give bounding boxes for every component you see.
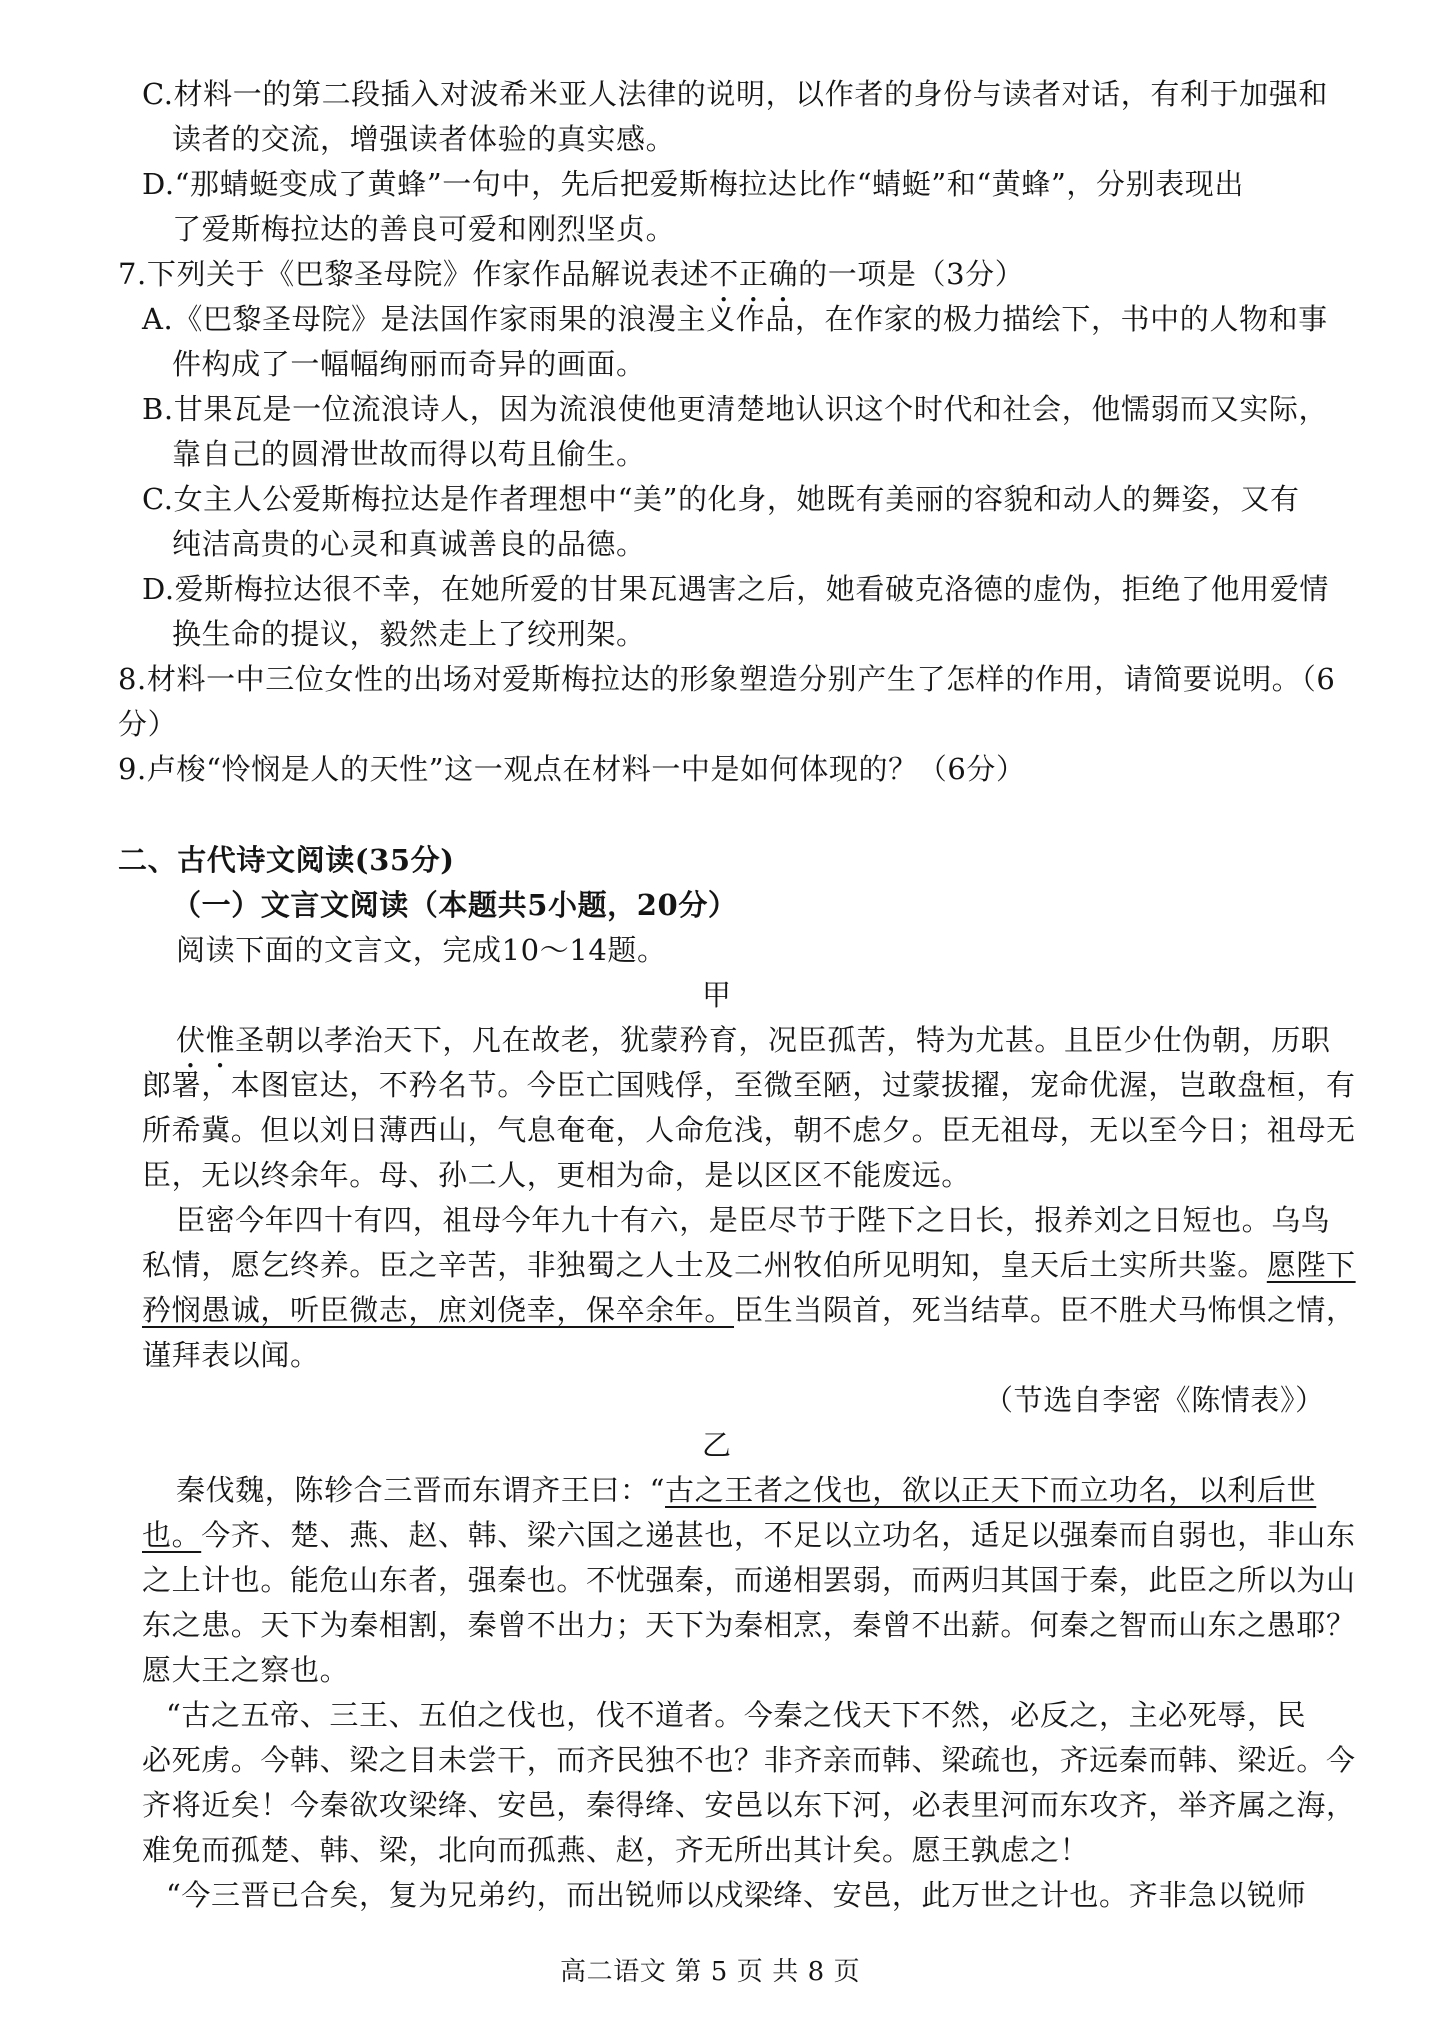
jia-para1-text: 圣朝以孝治天下，凡在故老，犹蒙矜育，况臣孤苦，特为尤甚。且臣少仕伪朝，历职 [235,1023,1331,1057]
yi-para1-line4: 东之患。天下为秦相割，秦曾不出力；天下为秦相烹，秦曾不出薪。何秦之智而山东之愚耶？ [142,1608,1356,1642]
jia-para2-text: 私情，愿乞终养。臣之辛苦，非独蜀之人士及二州牧伯所见明知，皇天后土实所共鉴。 [142,1248,1267,1282]
jia-para2-line4: 谨拜表以闻。 [142,1338,320,1372]
q7-option-a-line1: A.《巴黎圣母院》是法国作家雨果的浪漫主义作品，在作家的极力描绘下，书中的人物和事 [142,302,1328,336]
q7-option-b-line1: B.甘果瓦是一位流浪诗人，因为流浪使他更清楚地认识这个时代和社会，他懦弱而又实际， [142,392,1329,426]
q7-option-c-line2: 纯洁高贵的心灵和真诚善良的品德。 [172,527,646,561]
yi-para2-line2: 必死虏。今韩、梁之目未尝干，而齐民独不也？非齐亲而韩、梁疏也，齐远秦而韩、梁近。今 [142,1743,1356,1777]
jia-para1-line3: 所希冀。但以刘日薄西山，气息奄奄，人命危浅，朝不虑夕。臣无祖母，无以至今日；祖母无 [142,1113,1356,1147]
jia-para2-text: 臣生当陨首，死当结草。臣不胜犬马怖惧之情， [734,1293,1356,1327]
yi-para1-text: 秦伐魏，陈轸合三晋而东谓齐王曰：“ [176,1473,666,1507]
yi-para3-line1: “今三晋已合矣，复为兄弟约，而出锐师以戍梁绛、安邑，此万世之计也。齐非急以锐师 [166,1878,1307,1912]
q7-option-c-line1: C.女主人公爱斯梅拉达是作者理想中“美”的化身，她既有美丽的容貌和动人的舞姿，又有 [142,482,1300,516]
underlined-sentence: 也。 [142,1518,202,1552]
question-7-score: 的一项是（3分） [798,257,1025,291]
q7-option-a-line2: 件构成了一幅幅绚丽而奇异的画面。 [172,347,646,381]
yi-para1-line5: 愿大王之察也。 [142,1653,350,1687]
yi-para2-line1: “古之五帝、三王、五伯之伐也，伐不道者。今秦之伐天下不然，必反之，主必死辱，民 [166,1698,1307,1732]
q7-option-b-line2: 靠自己的圆滑世故而得以苟且偷生。 [172,437,646,471]
option-c-line2: 读者的交流，增强读者体验的真实感。 [172,122,676,156]
section-heading: 二、古代诗文阅读(35分) [118,843,455,877]
passage-source: （节选自李密《陈情表》） [984,1383,1325,1417]
question-7-stem: 7.下列关于《巴黎圣母院》作家作品解说表述 [118,257,710,291]
question-8-line2: 分） [118,707,178,741]
reading-instruction: 阅读下面的文言文，完成10～14题。 [176,933,667,967]
yi-para2-line3: 齐将近矣！今秦欲攻梁绛、安邑，秦得绛、安邑以东下河，必表里河而东攻齐，举齐属之海， [142,1788,1356,1822]
dotted-char: 惟 [205,1023,236,1057]
yi-para2-line4: 难免而孤楚、韩、梁，北向而孤燕、赵，齐无所出其计矣。愿王孰虑之！ [142,1833,1090,1867]
yi-para1-text: 今齐、楚、燕、赵、韩、梁六国之递甚也，不足以立功名，适足以强秦而自弱也，非山东 [201,1518,1356,1552]
passage-yi-label: 乙 [702,1428,732,1462]
underlined-sentence: 古之王者之伐也，欲以正天下而立功名，以利后世 [665,1473,1317,1507]
jia-para2-line3 [142,1288,1356,1332]
q7-option-d-line2: 换生命的提议，毅然走上了绞刑架。 [172,617,646,651]
option-d-line1: D.“那蜻蜓变成了黄蜂”一句中，先后把爱斯梅拉达比作“蜻蜓”和“黄蜂”，分别表现出 [142,167,1244,201]
jia-para2-line2 [142,1243,1356,1287]
yi-para1-line3: 之上计也。能危山东者，强秦也。不忧强秦，而递相罢弱，而两归其国于秦，此臣之所以为山 [142,1563,1356,1597]
q7-option-d-line1: D.爱斯梅拉达很不幸，在她所爱的甘果瓦遇害之后，她看破克洛德的虚伪，拒绝了他用爱情 [142,572,1330,606]
jia-para1-line4: 臣，无以终余年。母、孙二人，更相为命，是以区区不能废远。 [142,1158,971,1192]
jia-para1-line2: 郎署，本图宦达，不矜名节。今臣亡国贱俘，至微至陋，过蒙拔擢，宠命优渥，岂敢盘桓，有 [142,1068,1356,1102]
underlined-sentence: 矜悯愚诚，听臣微志，庶刘侥幸，保卒余年。 [142,1293,735,1327]
yi-para1-line2 [142,1513,1356,1557]
option-c-line1: C.材料一的第二段插入对波希米亚人法律的说明，以作者的身份与读者对话，有利于加强和 [142,77,1328,111]
underlined-sentence: 愿陛下 [1266,1248,1356,1282]
question-7-emphasis: 不正确 [709,257,799,291]
page-footer: 高二语文 第 5 页 共 8 页 [560,1957,861,1987]
subsection-heading: （一）文言文阅读（本题共5小题，20分） [172,888,738,922]
jia-para2-line1: 臣密今年四十有四，祖母今年九十有六，是臣尽节于陛下之日长，报养刘之日短也。乌鸟 [176,1203,1331,1237]
dotted-char: 伏 [176,1023,206,1057]
yi-para1-line1 [176,1468,1316,1512]
option-d-line2: 了爱斯梅拉达的善良可爱和刚烈坚贞。 [172,212,676,246]
question-8-line1: 8.材料一中三位女性的出场对爱斯梅拉达的形象塑造分别产生了怎样的作用，请简要说明。（6 [118,662,1336,696]
question-9: 9.卢梭“怜悯是人的天性”这一观点在材料一中是如何体现的？（6分） [118,752,1026,786]
passage-jia-label: 甲 [702,978,732,1012]
